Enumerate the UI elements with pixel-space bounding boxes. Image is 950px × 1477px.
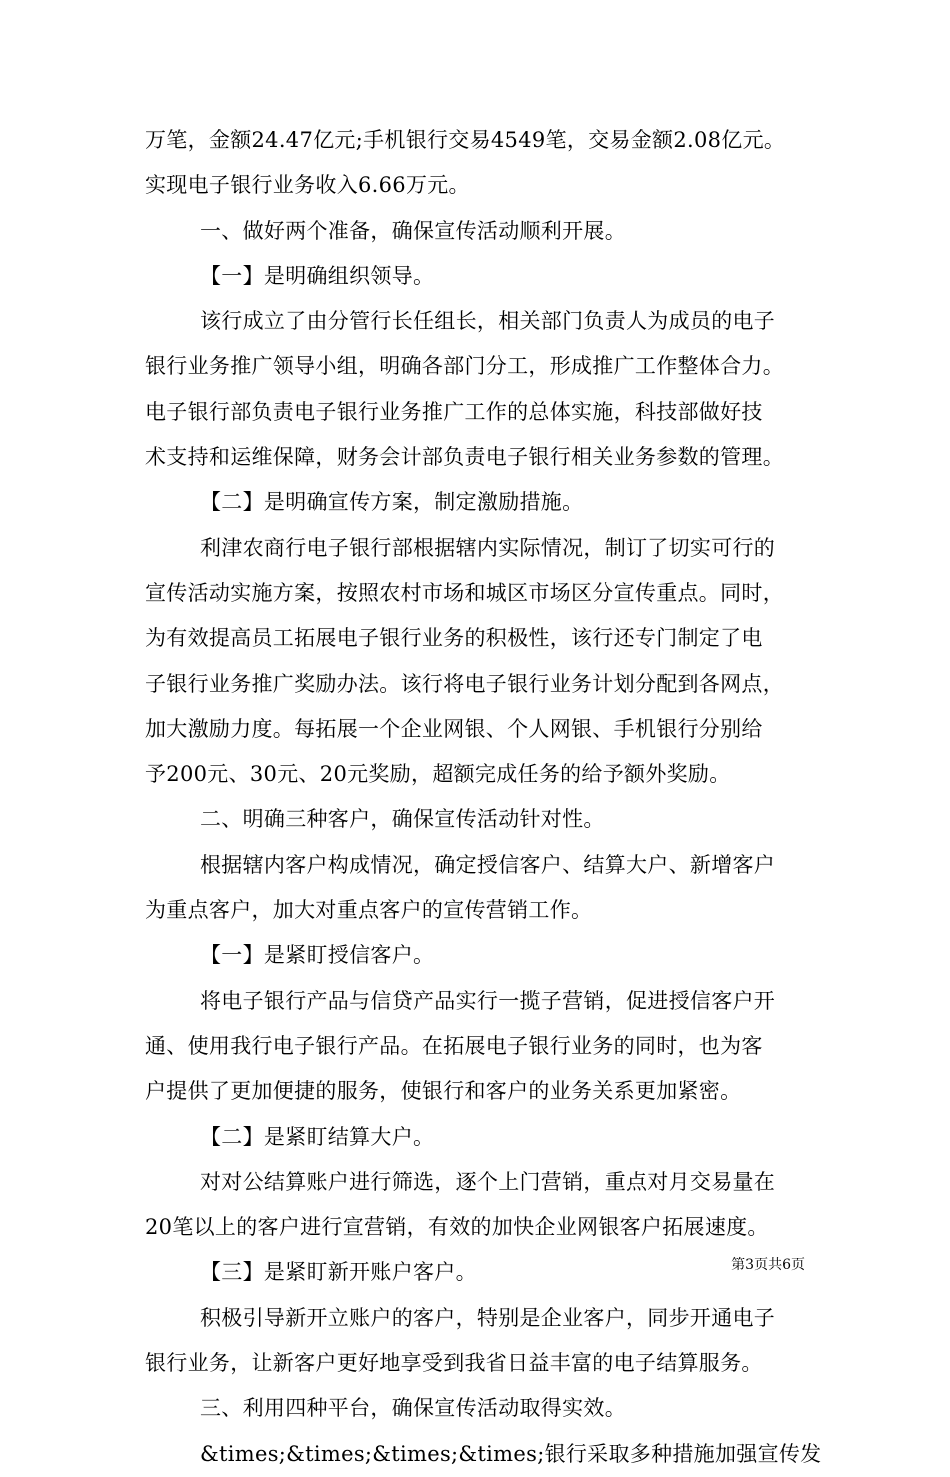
text-line: 为重点客户，加大对重点客户的宣传营销工作。: [145, 898, 593, 923]
text-line: 万笔，金额24.47亿元;手机银行交易4549笔，交易金额2.08亿元。: [145, 128, 786, 152]
text-line: 二、明确三种客户，确保宣传活动针对性。: [200, 807, 605, 832]
text-line: 【一】是紧盯授信客户。: [200, 943, 435, 968]
text-line: 户提供了更加便捷的服务，使银行和客户的业务关系更加紧密。: [145, 1079, 742, 1104]
text-line: 利津农商行电子银行部根据辖内实际情况，制订了切实可行的: [200, 535, 776, 560]
text-line: 【一】是明确组织领导。: [200, 263, 435, 288]
text-line: 子银行业务推广奖励办法。该行将电子银行业务计划分配到各网点，: [145, 671, 784, 696]
text-line: 根据辖内客户构成情况，确定授信客户、结算大户、新增客户: [200, 852, 776, 877]
text-line: 术支持和运维保障，财务会计部负责电子银行相关业务参数的管理。: [145, 445, 784, 470]
page-number-footer: 第3页共6页: [731, 1257, 805, 1273]
text-line: 将电子银行产品与信贷产品实行一揽子营销，促进授信客户开: [200, 988, 776, 1013]
text-line: &times;&times;&times;&times;银行采取多种措施加强宣传发: [200, 1441, 822, 1466]
text-line: 该行成立了由分管行长任组长，相关部门负责人为成员的电子: [200, 309, 776, 334]
text-line: 【三】是紧盯新开账户客户。: [200, 1260, 477, 1285]
text-line: 20笔以上的客户进行宣营销，有效的加快企业网银客户拓展速度。: [145, 1215, 769, 1240]
text-line: 电子银行部负责电子银行业务推广工作的总体实施，科技部做好技: [145, 399, 763, 424]
text-line: 【二】是紧盯结算大户。: [200, 1124, 435, 1149]
text-line: 【二】是明确宣传方案，制定激励措施。: [200, 490, 584, 515]
text-line: 加大激励力度。每拓展一个企业网银、个人网银、手机银行分别给: [145, 716, 763, 741]
text-line: 予200元、30元、20元奖励，超额完成任务的给予额外奖励。: [145, 762, 731, 787]
text-line: 一、做好两个准备，确保宣传活动顺利开展。: [200, 218, 626, 243]
text-line: 对对公结算账户进行筛选，逐个上门营销，重点对月交易量在: [200, 1169, 776, 1194]
text-line: 宣传活动实施方案，按照农村市场和城区市场区分宣传重点。同时，: [145, 580, 784, 605]
text-line: 银行业务推广领导小组，明确各部门分工，形成推广工作整体合力。: [145, 354, 784, 379]
text-line: 实现电子银行业务收入6.66万元。: [145, 173, 470, 198]
text-line: 为有效提高员工拓展电子银行业务的积极性，该行还专门制定了电: [145, 626, 763, 651]
text-line: 银行业务，让新客户更好地享受到我省日益丰富的电子结算服务。: [145, 1351, 763, 1376]
text-line: 三、利用四种平台，确保宣传活动取得实效。: [200, 1396, 626, 1421]
text-line: 积极引导新开立账户的客户，特别是企业客户，同步开通电子: [200, 1305, 776, 1330]
text-line: 通、使用我行电子银行产品。在拓展电子银行业务的同时，也为客: [145, 1033, 763, 1058]
